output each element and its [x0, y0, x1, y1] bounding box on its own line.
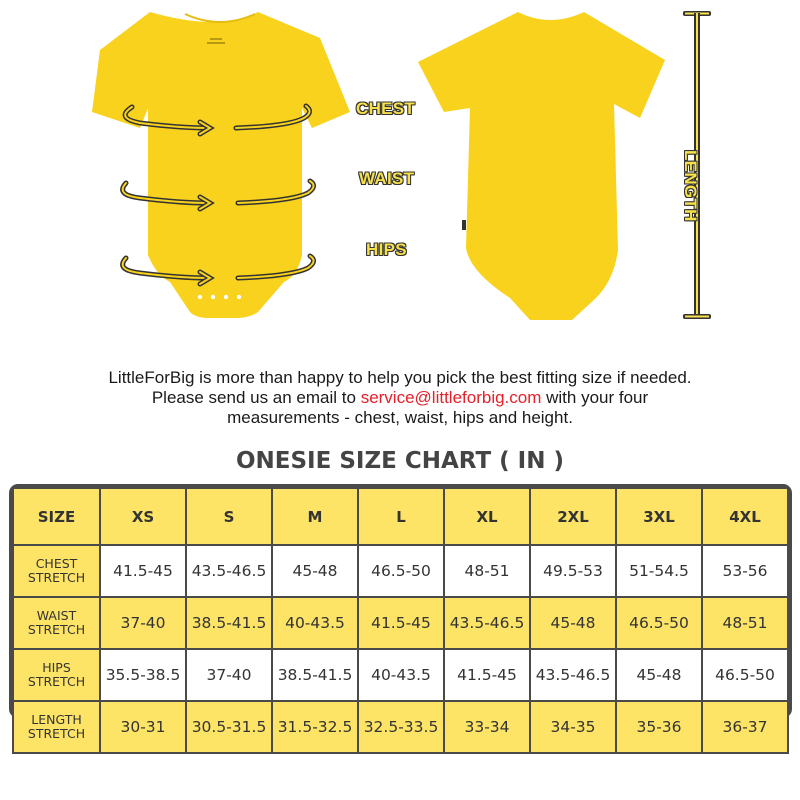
table-cell: 35.5-38.5 [100, 649, 186, 701]
table-cell: 38.5-41.5 [186, 597, 272, 649]
size-chart-table-container [9, 484, 792, 741]
header-size-3xl: 3XL [616, 488, 702, 545]
table-cell: 34-35 [530, 701, 616, 753]
table-row-chest [13, 545, 788, 597]
table-cell: 45-48 [530, 597, 616, 649]
table-cell: 32.5-33.5 [358, 701, 444, 753]
row-label-line1: WAIST [36, 608, 77, 623]
table-row-hips [13, 649, 788, 701]
header-size-xl: XL [444, 488, 530, 545]
row-label-line2: STRETCH [27, 570, 86, 585]
table-cell: 40-43.5 [272, 597, 358, 649]
table-cell: 37-40 [186, 649, 272, 701]
help-text [0, 368, 800, 428]
row-label-line1: HIPS [42, 660, 71, 675]
table-cell: 43.5-46.5 [444, 597, 530, 649]
table-cell: 41.5-45 [358, 597, 444, 649]
table-cell: 31.5-32.5 [272, 701, 358, 753]
table-cell: 40-43.5 [358, 649, 444, 701]
table-cell: 46.5-50 [358, 545, 444, 597]
table-cell: 48-51 [702, 597, 788, 649]
help-line-3: measurements - chest, waist, hips and height. [227, 408, 573, 427]
row-label-hips [13, 649, 100, 701]
table-cell: 41.5-45 [100, 545, 186, 597]
table-cell: 48-51 [444, 545, 530, 597]
header-size-4xl: 4XL [702, 488, 788, 545]
row-label-line1: CHEST [35, 556, 78, 571]
table-cell: 33-34 [444, 701, 530, 753]
table-cell: 38.5-41.5 [272, 649, 358, 701]
row-label-line2: STRETCH [27, 726, 86, 741]
table-cell: 35-36 [616, 701, 702, 753]
table-cell: 46.5-50 [616, 597, 702, 649]
help-line-2-before: Please send us an email to [151, 388, 361, 407]
header-size-l: L [358, 488, 444, 545]
table-cell: 36-37 [702, 701, 788, 753]
row-label-length [13, 701, 100, 753]
support-email-link[interactable]: service@littleforbig.com [360, 388, 542, 407]
measurement-illustration [0, 0, 800, 340]
table-cell: 46.5-50 [702, 649, 788, 701]
chart-title: ONESIE SIZE CHART ( IN ) [235, 448, 565, 474]
row-label-chest [13, 545, 100, 597]
table-row-waist [13, 597, 788, 649]
row-label-line2: STRETCH [27, 622, 86, 637]
table-cell: 45-48 [272, 545, 358, 597]
hips-label: HIPS [366, 240, 407, 259]
table-cell: 41.5-45 [444, 649, 530, 701]
waist-label: WAIST [359, 169, 415, 188]
header-size-s: S [186, 488, 272, 545]
row-label-line2: STRETCH [27, 674, 86, 689]
table-cell: 43.5-46.5 [186, 545, 272, 597]
table-cell: 49.5-53 [530, 545, 616, 597]
table-header-row [13, 488, 788, 545]
row-label-line1: LENGTH [31, 712, 82, 727]
size-chart-table [12, 487, 789, 754]
table-cell: 37-40 [100, 597, 186, 649]
header-size-xs: XS [100, 488, 186, 545]
header-size-m: M [272, 488, 358, 545]
table-cell: 30-31 [100, 701, 186, 753]
table-cell: 45-48 [616, 649, 702, 701]
table-row-length [13, 701, 788, 753]
header-size-2xl: 2XL [530, 488, 616, 545]
help-line-2-after: with your four [541, 388, 649, 407]
help-line-2 [0, 388, 800, 408]
table-cell: 30.5-31.5 [186, 701, 272, 753]
length-label: LENGTH [681, 150, 700, 222]
table-cell: 53-56 [702, 545, 788, 597]
chest-label: CHEST [356, 99, 416, 118]
help-line-1: LittleForBig is more than happy to help you pick the best fitting size if needed. [108, 368, 692, 387]
row-label-waist [13, 597, 100, 649]
table-cell: 51-54.5 [616, 545, 702, 597]
header-size-label: SIZE [13, 488, 100, 545]
table-cell: 43.5-46.5 [530, 649, 616, 701]
back-onesie-image [418, 12, 665, 320]
